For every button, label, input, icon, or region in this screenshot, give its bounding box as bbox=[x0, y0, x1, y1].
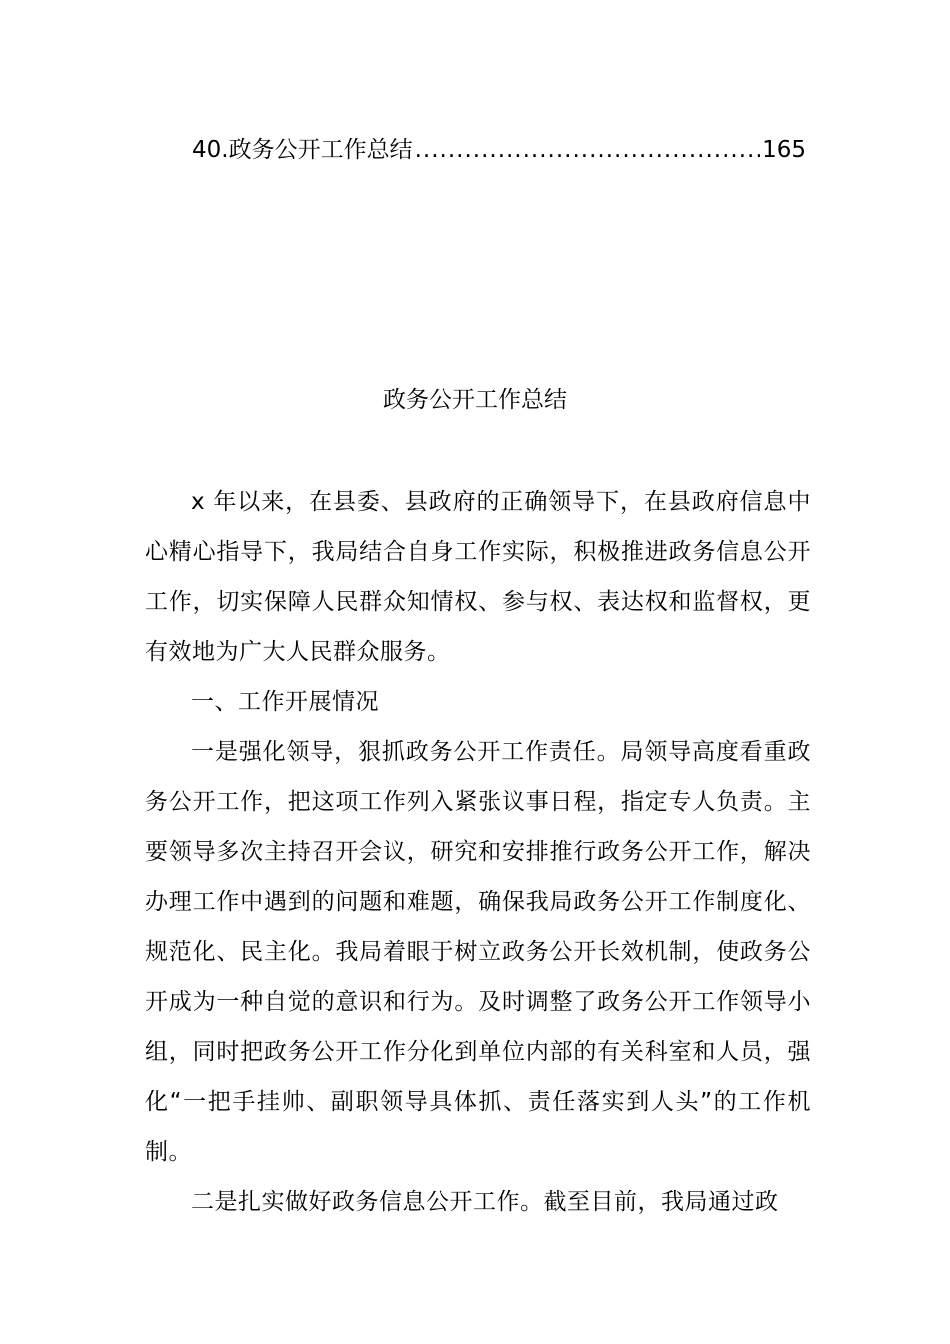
section-heading: 一、工作开展情况 bbox=[191, 689, 379, 715]
toc-entry[interactable] bbox=[192, 128, 806, 172]
toc-entry-label: 40.政务公开工作总结 bbox=[192, 137, 413, 163]
paragraph-intro: x 年以来，在县委、县政府的正确领导下，在县政府信息中心精心指导下，我局结合自身工作实际，积极推进政务信息公开工作，切实保障人民群众知情权、参与权、表达权和监督权，更有效地为广大人民群众服务。 bbox=[145, 489, 811, 665]
toc-entry-page-number: 165 bbox=[762, 137, 806, 163]
paragraph-leadership: 一是强化领导，狠抓政务公开工作责任。局领导高度看重政务公开工作，把这项工作列入紧张议事日程，指定专人负责。主要领导多次主持召开会议，研究和安排推行政务公开工作，解决办理工作中遇到的问题和难题，确保我局政务公开工作制度化、规范化、民主化。我局着眼于树立政务公开长效机制，使政务公开成为一种自觉的意识和行为。及时调整了政务公开工作领导小组，同时把政务公开工作分化到单位内部的有关科室和人员，强化“一把手挂帅、副职领导具体抓、责任落实到人头”的工作机制。 bbox=[145, 739, 811, 1165]
toc-dot-leader bbox=[415, 128, 761, 172]
document-title: 政务公开工作总结 bbox=[383, 387, 567, 413]
document-body bbox=[145, 477, 811, 1227]
paragraph-info-disclosure: 二是扎实做好政务信息公开工作。截至目前，我局通过政 bbox=[191, 1189, 779, 1215]
